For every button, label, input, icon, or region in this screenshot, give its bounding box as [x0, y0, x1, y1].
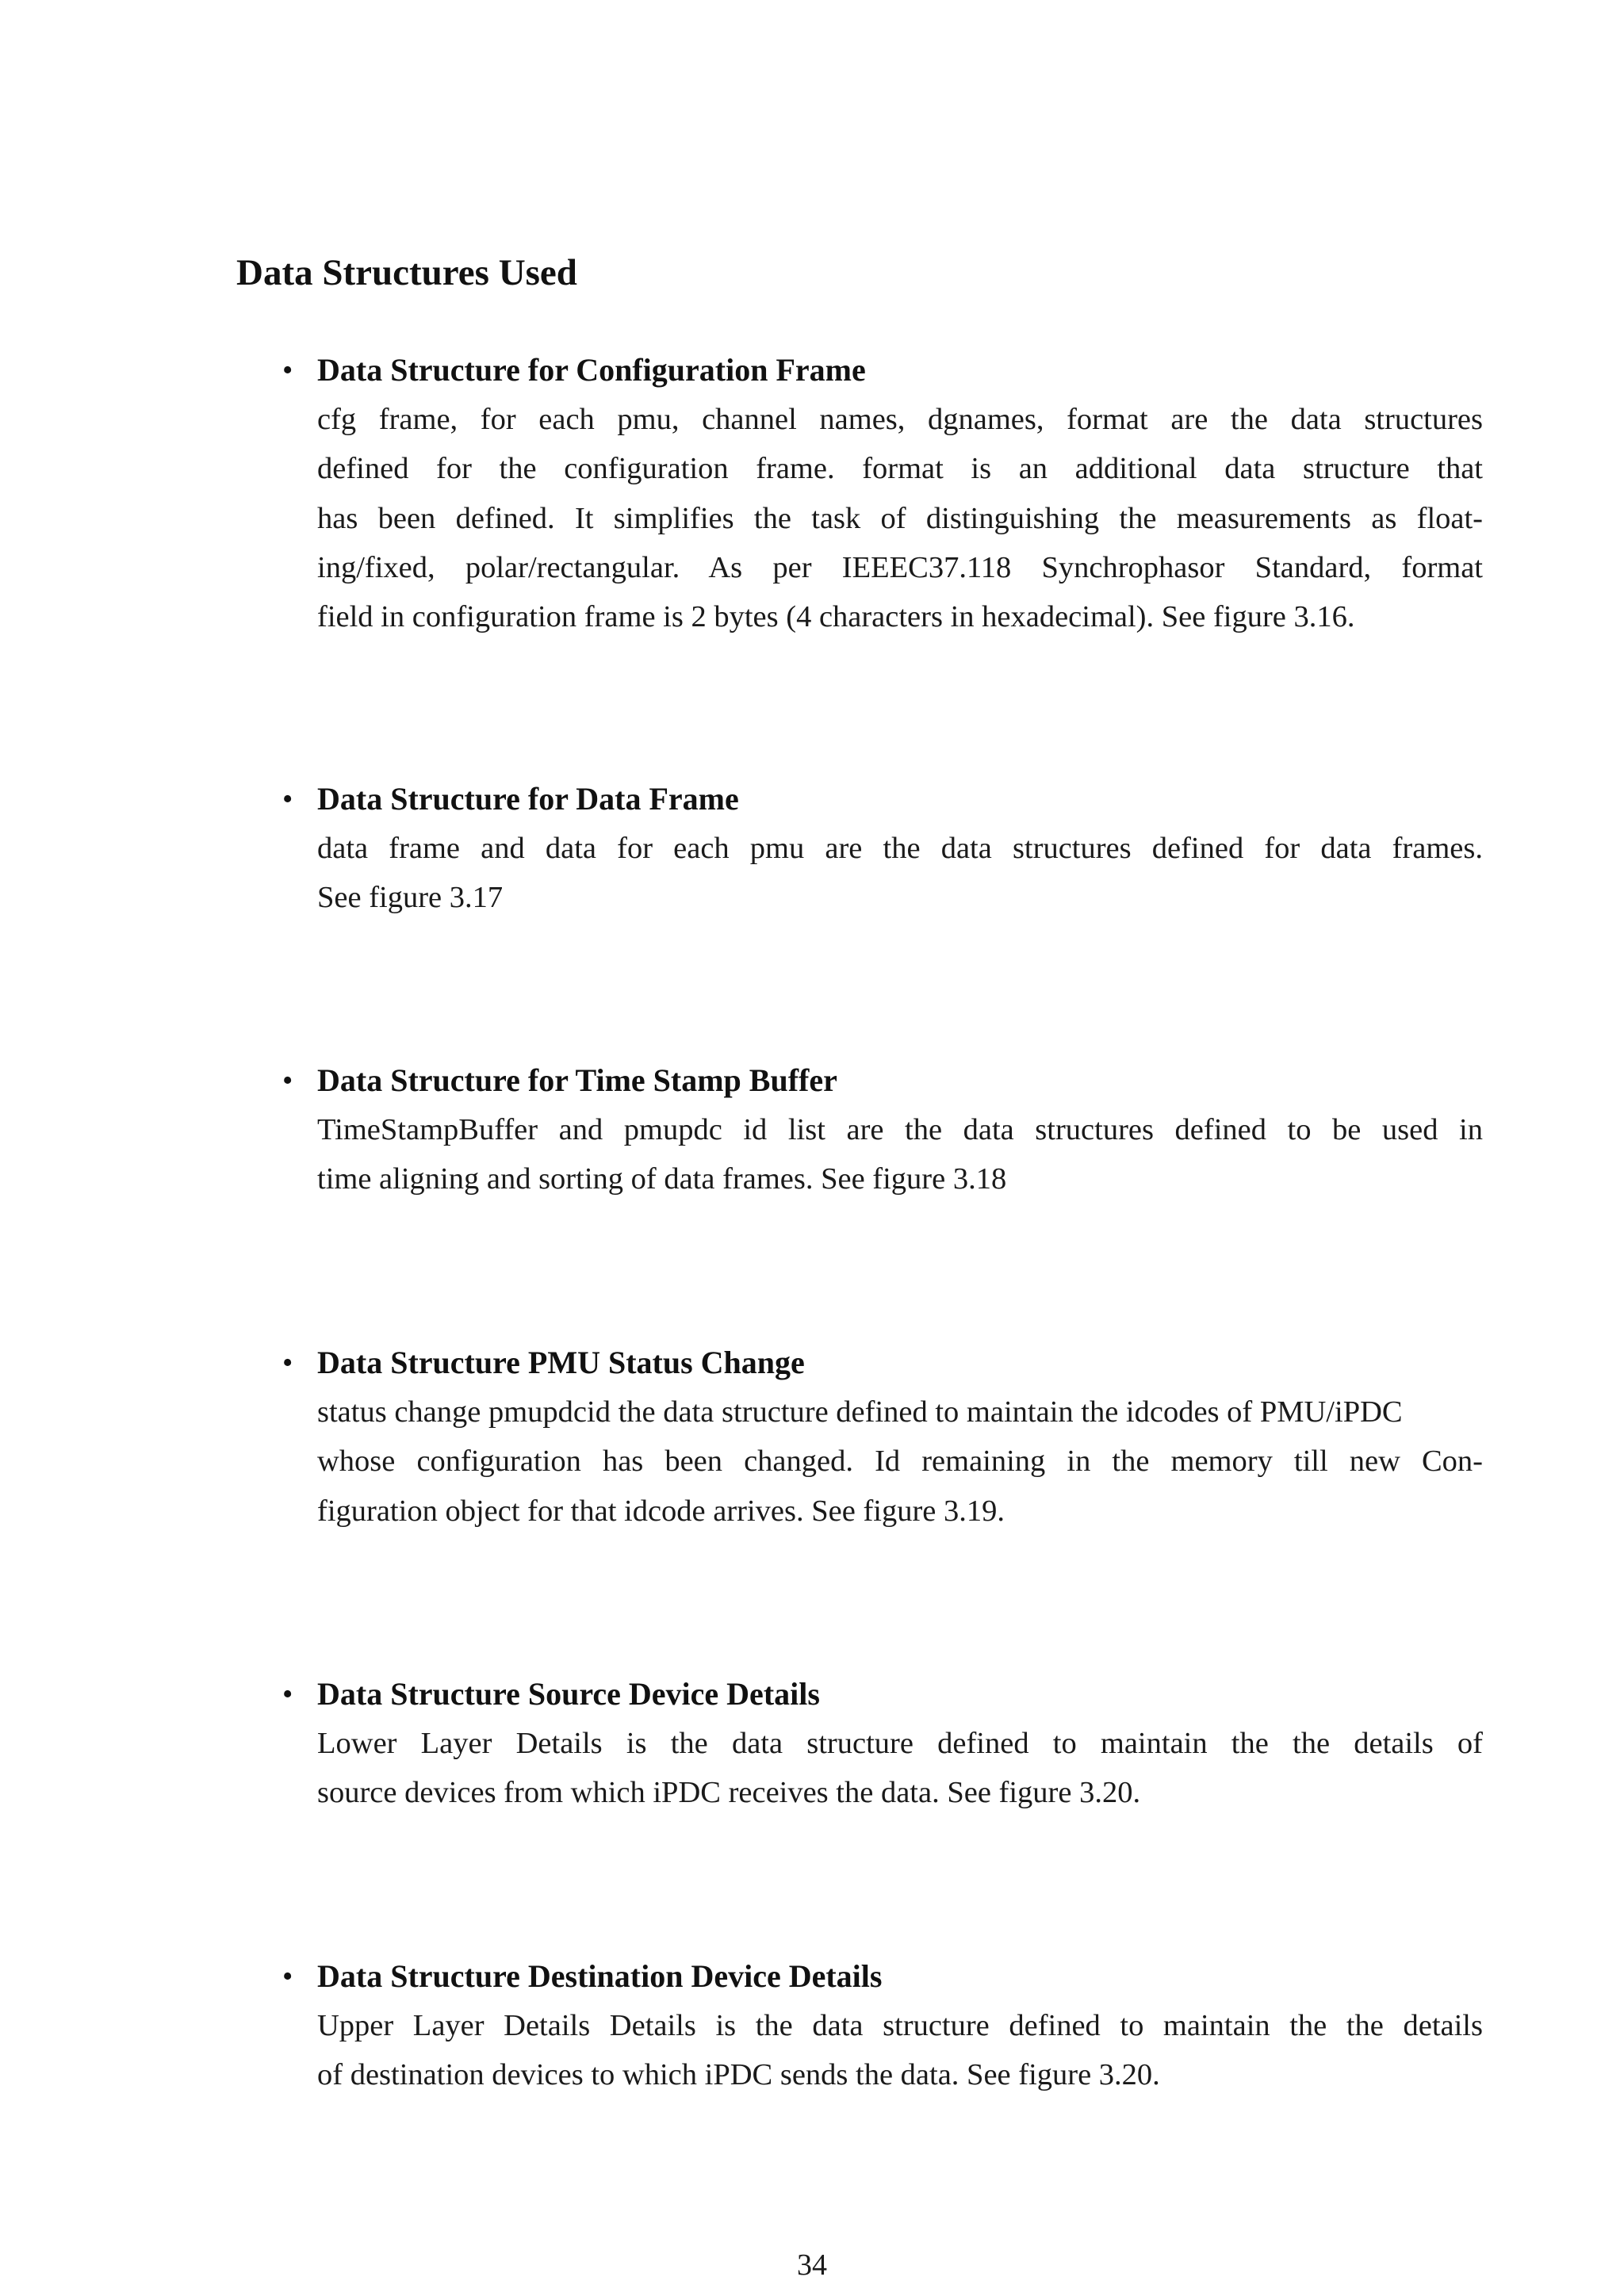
- list-item-time-stamp-buffer: [282, 1056, 1483, 1204]
- body-line: field in configuration frame is 2 bytes (4 characters in hexadecimal). See figure 3.16.: [317, 600, 1355, 634]
- body-line: Lower Layer Details is the data structure defined to maintain the the details of: [317, 1727, 1483, 1760]
- item-body: [317, 2001, 1483, 2100]
- item-body: [317, 1719, 1483, 1818]
- body-line: Upper Layer Details Details is the data structure defined to maintain the the details: [317, 2009, 1483, 2042]
- body-line: cfg frame, for each pmu, channel names, dgnames, format are the data structures: [317, 403, 1483, 436]
- item-body: [317, 1387, 1483, 1536]
- item-title: Data Structure for Data Frame: [317, 781, 739, 817]
- bullet-icon: •: [282, 354, 293, 387]
- body-line: status change pmupdcid the data structure defined to maintain the idcodes of PMU/iPDC: [317, 1395, 1403, 1429]
- item-body: [317, 1105, 1483, 1204]
- body-line: See figure 3.17: [317, 881, 504, 915]
- item-title: Data Structure Destination Device Details: [317, 1958, 883, 1994]
- body-line: source devices from which iPDC receives the data. See figure 3.20.: [317, 1776, 1141, 1810]
- list-item-destination-device-details: [282, 1952, 1483, 2100]
- body-line: TimeStampBuffer and pmupdc id list are the data structures defined to be used in: [317, 1113, 1483, 1146]
- list-item-configuration-frame: [282, 346, 1483, 641]
- bullet-icon: •: [282, 1064, 293, 1097]
- body-line: has been defined. It simplifies the task of distinguishing the measurements as float-: [317, 501, 1483, 535]
- item-title: Data Structure for Time Stamp Buffer: [317, 1062, 837, 1098]
- item-title: Data Structure Source Device Details: [317, 1676, 820, 1712]
- item-title: Data Structure for Configuration Frame: [317, 352, 866, 388]
- bullet-icon: •: [282, 1346, 293, 1380]
- body-line: data frame and data for each pmu are the data structures defined for data frames.: [317, 832, 1483, 865]
- list-item-source-device-details: [282, 1670, 1483, 1818]
- item-title: Data Structure PMU Status Change: [317, 1345, 805, 1380]
- body-line: time aligning and sorting of data frames. See figure 3.18: [317, 1162, 1007, 1196]
- item-body: [317, 824, 1483, 923]
- item-body: [317, 395, 1483, 641]
- body-line: figuration object for that idcode arrives. See figure 3.19.: [317, 1494, 1005, 1528]
- bullet-icon: •: [282, 1960, 293, 1993]
- bullet-icon: •: [282, 1678, 293, 1711]
- body-line: of destination devices to which iPDC sends the data. See figure 3.20.: [317, 2058, 1160, 2092]
- body-line: defined for the configuration frame. format is an additional data structure that: [317, 452, 1483, 486]
- list-item-data-frame: [282, 775, 1483, 923]
- page-number: 34: [797, 2248, 827, 2282]
- list-item-pmu-status-change: [282, 1338, 1483, 1536]
- bullet-icon: •: [282, 783, 293, 816]
- body-line: whose configuration has been changed. Id remaining in the memory till new Con-: [317, 1445, 1483, 1479]
- section-heading: Data Structures Used: [236, 252, 577, 293]
- body-line: ing/fixed, polar/rectangular. As per IEEEC37.118 Synchrophasor Standard, format: [317, 550, 1483, 584]
